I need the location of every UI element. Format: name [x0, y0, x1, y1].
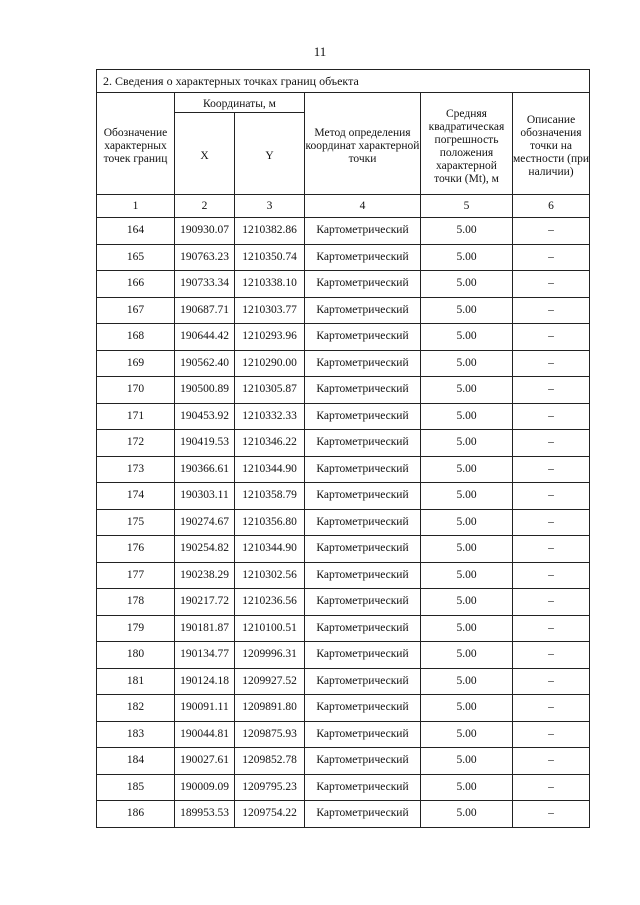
- coord-y: 1209795.23: [235, 774, 305, 801]
- description: –: [513, 430, 590, 457]
- method: Картометрический: [305, 536, 421, 563]
- method: Картометрический: [305, 748, 421, 775]
- table-row: [97, 244, 590, 271]
- table-row: [97, 642, 590, 669]
- coord-x: 190930.07: [175, 218, 235, 245]
- error-value: 5.00: [421, 615, 513, 642]
- error-value: 5.00: [421, 244, 513, 271]
- method: Картометрический: [305, 218, 421, 245]
- description: –: [513, 668, 590, 695]
- error-value: 5.00: [421, 668, 513, 695]
- coord-x: 190044.81: [175, 721, 235, 748]
- point-number: 164: [97, 218, 175, 245]
- error-value: 5.00: [421, 509, 513, 536]
- point-number: 176: [97, 536, 175, 563]
- error-value: 5.00: [421, 218, 513, 245]
- description: –: [513, 350, 590, 377]
- header-error: Средняя квадратическая погрешность положения характерной точки (Mt), м: [421, 93, 513, 195]
- coord-y: 1209891.80: [235, 695, 305, 722]
- column-number: 3: [235, 195, 305, 218]
- method: Картометрический: [305, 244, 421, 271]
- point-number: 173: [97, 456, 175, 483]
- coord-x: 190027.61: [175, 748, 235, 775]
- description: –: [513, 218, 590, 245]
- coord-y: 1210344.90: [235, 456, 305, 483]
- coord-y: 1210382.86: [235, 218, 305, 245]
- coord-y: 1210290.00: [235, 350, 305, 377]
- error-value: 5.00: [421, 403, 513, 430]
- description: –: [513, 721, 590, 748]
- table-row: [97, 483, 590, 510]
- coord-y: 1209754.22: [235, 801, 305, 828]
- coord-x: 190274.67: [175, 509, 235, 536]
- coord-x: 190562.40: [175, 350, 235, 377]
- error-value: 5.00: [421, 695, 513, 722]
- point-number: 177: [97, 562, 175, 589]
- method: Картометрический: [305, 668, 421, 695]
- error-value: 5.00: [421, 430, 513, 457]
- description: –: [513, 589, 590, 616]
- coord-x: 190303.11: [175, 483, 235, 510]
- method: Картометрический: [305, 456, 421, 483]
- description: –: [513, 271, 590, 298]
- description: –: [513, 244, 590, 271]
- description: –: [513, 774, 590, 801]
- error-value: 5.00: [421, 774, 513, 801]
- header-description: Описание обозначения точки на местности (при наличии): [513, 93, 590, 195]
- table-row: [97, 509, 590, 536]
- header-x: X: [175, 113, 235, 195]
- table-row: [97, 774, 590, 801]
- point-number: 182: [97, 695, 175, 722]
- error-value: 5.00: [421, 350, 513, 377]
- table-row: [97, 350, 590, 377]
- description: –: [513, 509, 590, 536]
- coord-x: 190181.87: [175, 615, 235, 642]
- method: Картометрический: [305, 721, 421, 748]
- description: –: [513, 642, 590, 669]
- coord-y: 1209875.93: [235, 721, 305, 748]
- table-row: [97, 536, 590, 563]
- column-number: 4: [305, 195, 421, 218]
- point-number: 184: [97, 748, 175, 775]
- error-value: 5.00: [421, 456, 513, 483]
- table-row: [97, 589, 590, 616]
- coord-x: 190419.53: [175, 430, 235, 457]
- point-number: 180: [97, 642, 175, 669]
- point-number: 186: [97, 801, 175, 828]
- method: Картометрический: [305, 509, 421, 536]
- coord-y: 1210332.33: [235, 403, 305, 430]
- coord-y: 1210356.80: [235, 509, 305, 536]
- column-number-row: [97, 195, 590, 218]
- column-number: 1: [97, 195, 175, 218]
- error-value: 5.00: [421, 562, 513, 589]
- method: Картометрический: [305, 297, 421, 324]
- method: Картометрический: [305, 271, 421, 298]
- coord-x: 190733.34: [175, 271, 235, 298]
- table-row: [97, 218, 590, 245]
- boundary-points-table: [96, 69, 590, 828]
- coord-x: 190091.11: [175, 695, 235, 722]
- table-row: [97, 801, 590, 828]
- point-number: 181: [97, 668, 175, 695]
- coord-x: 189953.53: [175, 801, 235, 828]
- method: Картометрический: [305, 403, 421, 430]
- column-number: 2: [175, 195, 235, 218]
- table-row: [97, 430, 590, 457]
- error-value: 5.00: [421, 377, 513, 404]
- coord-x: 190124.18: [175, 668, 235, 695]
- coord-x: 190217.72: [175, 589, 235, 616]
- column-number: 6: [513, 195, 590, 218]
- point-number: 175: [97, 509, 175, 536]
- description: –: [513, 483, 590, 510]
- header-y: Y: [235, 113, 305, 195]
- method: Картометрический: [305, 562, 421, 589]
- coord-x: 190134.77: [175, 642, 235, 669]
- coord-x: 190366.61: [175, 456, 235, 483]
- error-value: 5.00: [421, 642, 513, 669]
- coord-y: 1210100.51: [235, 615, 305, 642]
- description: –: [513, 403, 590, 430]
- method: Картометрический: [305, 615, 421, 642]
- error-value: 5.00: [421, 721, 513, 748]
- error-value: 5.00: [421, 483, 513, 510]
- header-designation: Обозначение характерных точек границ: [97, 93, 175, 195]
- error-value: 5.00: [421, 324, 513, 351]
- point-number: 169: [97, 350, 175, 377]
- method: Картометрический: [305, 430, 421, 457]
- section-title: 2. Сведения о характерных точках границ объекта: [97, 70, 590, 93]
- table-row: [97, 615, 590, 642]
- error-value: 5.00: [421, 536, 513, 563]
- coord-y: 1209996.31: [235, 642, 305, 669]
- table-row: [97, 456, 590, 483]
- point-number: 172: [97, 430, 175, 457]
- coord-y: 1210350.74: [235, 244, 305, 271]
- method: Картометрический: [305, 350, 421, 377]
- coord-y: 1210236.56: [235, 589, 305, 616]
- error-value: 5.00: [421, 297, 513, 324]
- method: Картометрический: [305, 483, 421, 510]
- point-number: 168: [97, 324, 175, 351]
- coord-x: 190254.82: [175, 536, 235, 563]
- method: Картометрический: [305, 589, 421, 616]
- method: Картометрический: [305, 695, 421, 722]
- description: –: [513, 748, 590, 775]
- description: –: [513, 562, 590, 589]
- method: Картометрический: [305, 642, 421, 669]
- description: –: [513, 297, 590, 324]
- method: Картометрический: [305, 774, 421, 801]
- coord-y: 1210344.90: [235, 536, 305, 563]
- coord-y: 1210293.96: [235, 324, 305, 351]
- page-number: 11: [313, 44, 327, 59]
- error-value: 5.00: [421, 801, 513, 828]
- method: Картометрический: [305, 324, 421, 351]
- table-row: [97, 562, 590, 589]
- description: –: [513, 377, 590, 404]
- description: –: [513, 456, 590, 483]
- table-row: [97, 324, 590, 351]
- coord-x: 190009.09: [175, 774, 235, 801]
- description: –: [513, 536, 590, 563]
- coord-x: 190763.23: [175, 244, 235, 271]
- point-number: 170: [97, 377, 175, 404]
- description: –: [513, 801, 590, 828]
- coord-y: 1210338.10: [235, 271, 305, 298]
- description: –: [513, 324, 590, 351]
- coord-y: 1210305.87: [235, 377, 305, 404]
- error-value: 5.00: [421, 589, 513, 616]
- header-coordinates: Координаты, м: [175, 93, 305, 113]
- point-number: 174: [97, 483, 175, 510]
- coord-x: 190644.42: [175, 324, 235, 351]
- method: Картометрический: [305, 801, 421, 828]
- method: Картометрический: [305, 377, 421, 404]
- point-number: 179: [97, 615, 175, 642]
- coord-y: 1209927.52: [235, 668, 305, 695]
- header-method: Метод определения координат характерной точки: [305, 93, 421, 195]
- column-number: 5: [421, 195, 513, 218]
- coord-y: 1210303.77: [235, 297, 305, 324]
- coord-x: 190238.29: [175, 562, 235, 589]
- coord-y: 1210302.56: [235, 562, 305, 589]
- description: –: [513, 695, 590, 722]
- table-row: [97, 721, 590, 748]
- point-number: 166: [97, 271, 175, 298]
- point-number: 183: [97, 721, 175, 748]
- description: –: [513, 615, 590, 642]
- table-row: [97, 748, 590, 775]
- error-value: 5.00: [421, 748, 513, 775]
- coord-x: 190687.71: [175, 297, 235, 324]
- point-number: 165: [97, 244, 175, 271]
- point-number: 171: [97, 403, 175, 430]
- table-row: [97, 695, 590, 722]
- table-row: [97, 377, 590, 404]
- table-row: [97, 297, 590, 324]
- table-row: [97, 668, 590, 695]
- table-row: [97, 403, 590, 430]
- error-value: 5.00: [421, 271, 513, 298]
- coord-x: 190453.92: [175, 403, 235, 430]
- point-number: 167: [97, 297, 175, 324]
- table-row: [97, 271, 590, 298]
- coord-x: 190500.89: [175, 377, 235, 404]
- coord-y: 1209852.78: [235, 748, 305, 775]
- point-number: 185: [97, 774, 175, 801]
- coord-y: 1210346.22: [235, 430, 305, 457]
- point-number: 178: [97, 589, 175, 616]
- coord-y: 1210358.79: [235, 483, 305, 510]
